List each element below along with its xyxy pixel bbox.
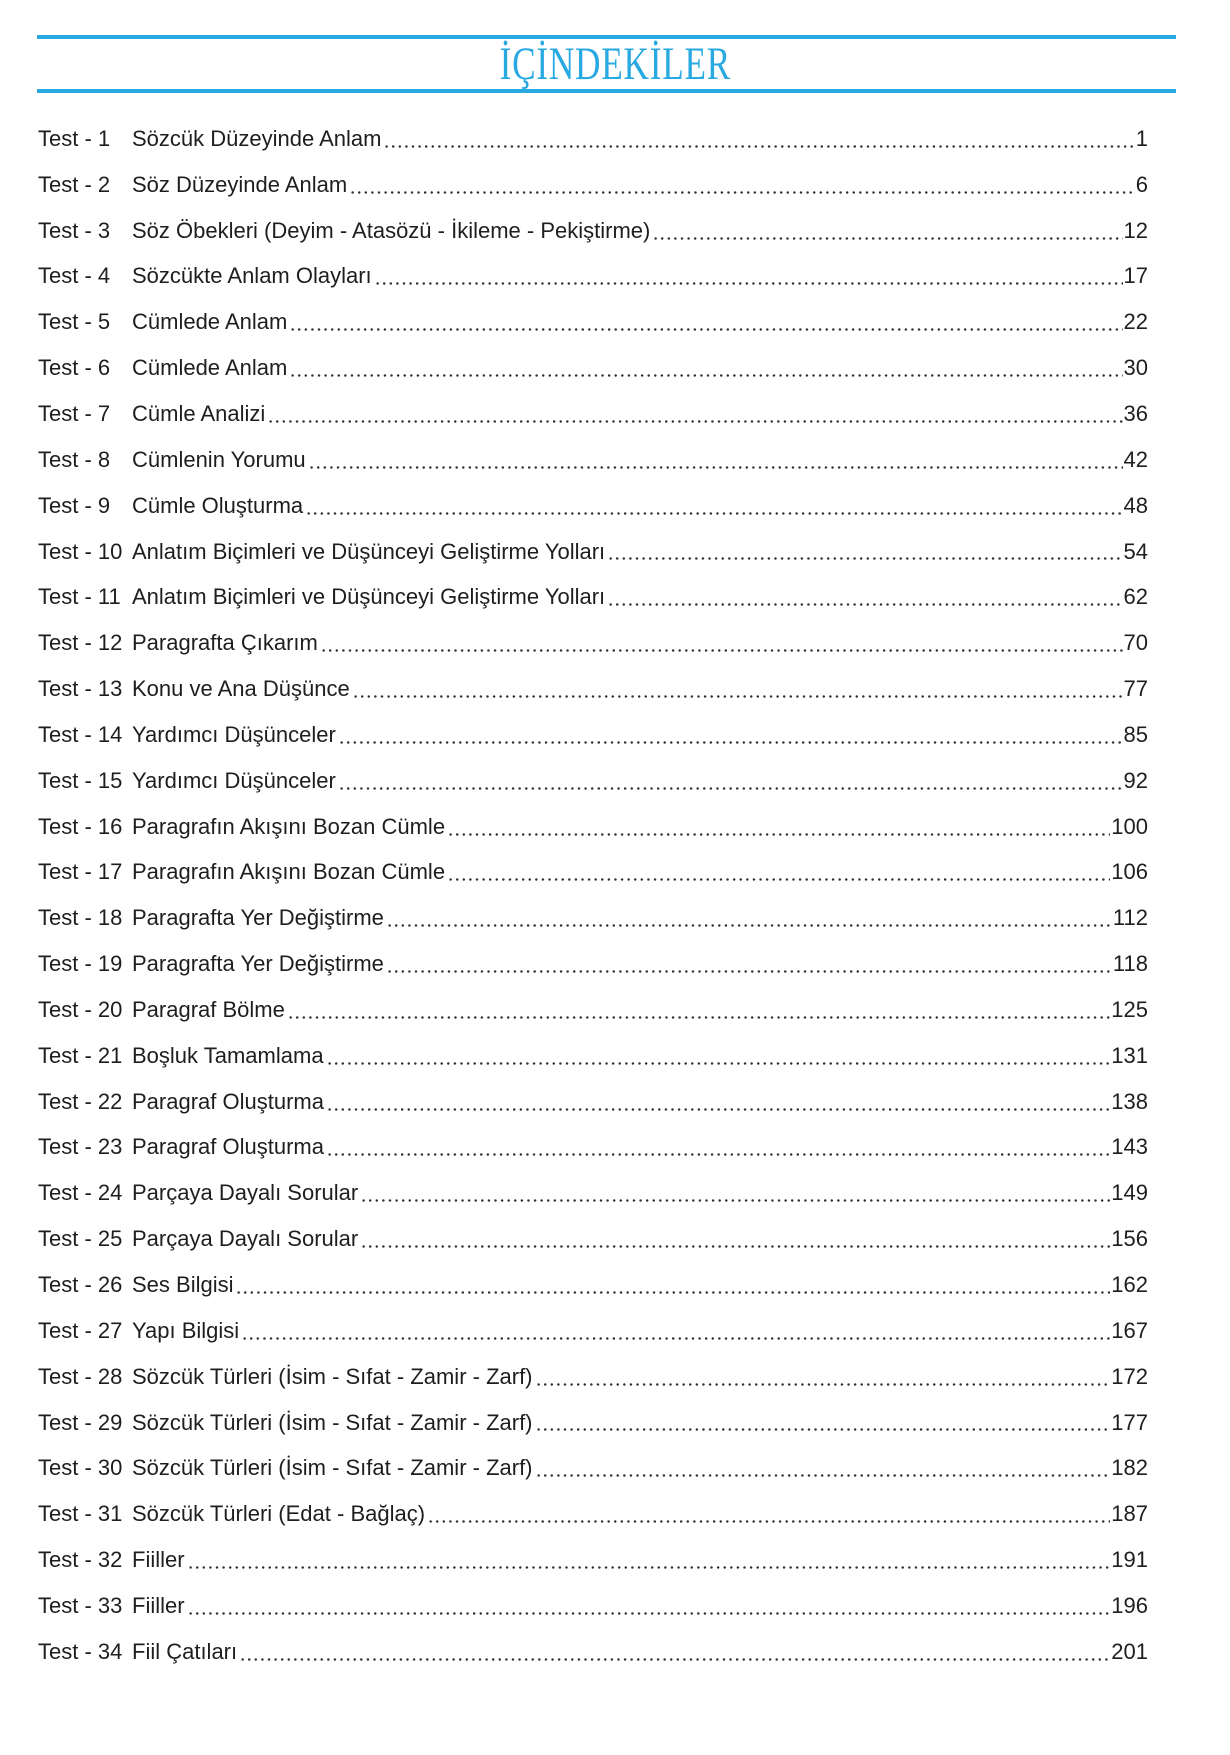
toc-entry — [38, 1445, 1148, 1491]
dotted-leader — [322, 620, 1123, 666]
toc-entry-title: Fiil Çatıları — [132, 1638, 238, 1664]
toc-entry-title: Fiiller — [132, 1592, 185, 1618]
toc-entry-page-number: 191 — [1111, 1547, 1148, 1573]
toc-page — [0, 35, 1230, 1675]
toc-entry-page-number: 22 — [1123, 309, 1148, 335]
toc-entry — [38, 804, 1148, 850]
toc-entry — [38, 1629, 1148, 1675]
toc-entry-page-number: 187 — [1111, 1501, 1148, 1527]
dotted-leader — [243, 1308, 1110, 1354]
dotted-leader — [307, 483, 1122, 529]
toc-entry-page-number: 162 — [1111, 1272, 1148, 1298]
dotted-leader — [289, 987, 1110, 1033]
toc-entry-test-label: Test - 3 — [38, 217, 111, 243]
toc-entry — [38, 483, 1148, 529]
toc-entry-test-label: Test - 10 — [38, 538, 123, 564]
toc-entry-title: Boşluk Tamamlama — [132, 1042, 324, 1068]
toc-entry — [38, 987, 1148, 1033]
toc-entry — [38, 1033, 1148, 1079]
toc-entry-test-label: Test - 13 — [38, 676, 123, 702]
toc-entry-test-label: Test - 18 — [38, 905, 123, 931]
header-rule-bottom — [37, 89, 1176, 93]
toc-entry-test-label: Test - 34 — [38, 1638, 123, 1664]
dotted-leader — [328, 1033, 1111, 1079]
dotted-leader — [385, 116, 1134, 162]
toc-entry-page-number: 1 — [1135, 125, 1148, 151]
toc-entry-page-number: 177 — [1111, 1409, 1148, 1435]
dotted-leader — [189, 1537, 1111, 1583]
toc-entry — [38, 758, 1148, 804]
toc-entry-page-number: 112 — [1112, 905, 1148, 931]
toc-entry-test-label: Test - 22 — [38, 1088, 123, 1114]
toc-list — [38, 116, 1148, 1675]
toc-entry-test-label: Test - 7 — [38, 400, 111, 426]
toc-entry-test-label: Test - 20 — [38, 996, 123, 1022]
toc-entry — [38, 1216, 1148, 1262]
toc-entry — [38, 1583, 1148, 1629]
dotted-leader — [537, 1354, 1111, 1400]
toc-entry-page-number: 6 — [1135, 171, 1148, 197]
toc-entry-page-number: 167 — [1111, 1317, 1148, 1343]
toc-entry-page-number: 149 — [1111, 1180, 1148, 1206]
toc-entry — [38, 1354, 1148, 1400]
toc-entry-title: Söz Düzeyinde Anlam — [132, 171, 348, 197]
toc-entry-page-number: 70 — [1123, 630, 1148, 656]
toc-entry-title: Sözcükte Anlam Olayları — [132, 263, 372, 289]
toc-entry — [38, 1537, 1148, 1583]
dotted-leader — [310, 437, 1123, 483]
toc-entry-test-label: Test - 11 — [38, 584, 121, 610]
toc-entry-page-number: 48 — [1123, 492, 1148, 518]
page-title: İÇİNDEKİLER — [499, 37, 731, 90]
toc-entry-title: Paragrafın Akışını Bozan Cümle — [132, 813, 446, 839]
toc-entry — [38, 208, 1148, 254]
toc-entry-test-label: Test - 1 — [38, 125, 111, 151]
dotted-leader — [269, 391, 1122, 437]
dotted-leader — [340, 712, 1123, 758]
toc-entry-title: Sözcük Türleri (İsim - Sıfat - Zamir - Zarf) — [132, 1409, 533, 1435]
toc-entry-title: Paragrafta Çıkarım — [132, 630, 318, 656]
dotted-leader — [291, 345, 1122, 391]
dotted-leader — [362, 1170, 1110, 1216]
toc-entry-title: Anlatım Biçimleri ve Düşünceyi Geliştirme Yolları — [132, 538, 606, 564]
toc-entry-title: Sözcük Türleri (İsim - Sıfat - Zamir - Zarf) — [132, 1455, 533, 1481]
toc-entry-page-number: 62 — [1123, 584, 1148, 610]
toc-entry-title: Yardımcı Düşünceler — [132, 767, 336, 793]
toc-entry-title: Paragraf Oluşturma — [132, 1088, 324, 1114]
toc-entry-test-label: Test - 27 — [38, 1317, 123, 1343]
title-container — [0, 39, 1230, 89]
toc-entry-test-label: Test - 2 — [38, 171, 111, 197]
toc-entry-title: Parçaya Dayalı Sorular — [132, 1180, 359, 1206]
toc-entry — [38, 1125, 1148, 1171]
toc-entry — [38, 437, 1148, 483]
toc-entry-test-label: Test - 17 — [38, 859, 123, 885]
dotted-leader — [609, 574, 1122, 620]
toc-entry-page-number: 182 — [1111, 1455, 1148, 1481]
toc-header — [0, 35, 1230, 93]
toc-entry-page-number: 118 — [1112, 951, 1148, 977]
toc-entry-page-number: 30 — [1123, 355, 1148, 381]
toc-entry-test-label: Test - 12 — [38, 630, 123, 656]
toc-entry-test-label: Test - 29 — [38, 1409, 123, 1435]
toc-entry — [38, 1491, 1148, 1537]
dotted-leader — [328, 1079, 1110, 1125]
toc-entry-page-number: 172 — [1111, 1363, 1148, 1389]
toc-entry-test-label: Test - 9 — [38, 492, 111, 518]
dotted-leader — [429, 1491, 1110, 1537]
toc-entry-page-number: 54 — [1123, 538, 1148, 564]
toc-entry-page-number: 85 — [1123, 721, 1148, 747]
dotted-leader — [537, 1445, 1111, 1491]
dotted-leader — [351, 162, 1135, 208]
toc-entry-test-label: Test - 8 — [38, 446, 111, 472]
toc-entry-test-label: Test - 33 — [38, 1592, 123, 1618]
dotted-leader — [354, 666, 1123, 712]
toc-entry-title: Söz Öbekleri (Deyim - Atasözü - İkileme - Pekiştirme) — [132, 217, 651, 243]
toc-entry-title: Cümlede Anlam — [132, 355, 288, 381]
dotted-leader — [388, 895, 1112, 941]
toc-entry — [38, 666, 1148, 712]
toc-entry-test-label: Test - 32 — [38, 1547, 123, 1573]
toc-entry-title: Sözcük Türleri (İsim - Sıfat - Zamir - Zarf) — [132, 1363, 533, 1389]
toc-entry — [38, 162, 1148, 208]
toc-entry — [38, 895, 1148, 941]
toc-entry-test-label: Test - 23 — [38, 1134, 123, 1160]
toc-entry — [38, 712, 1148, 758]
toc-entry-test-label: Test - 6 — [38, 355, 111, 381]
toc-entry-test-label: Test - 16 — [38, 813, 123, 839]
toc-entry-test-label: Test - 24 — [38, 1180, 123, 1206]
toc-entry — [38, 529, 1148, 575]
dotted-leader — [362, 1216, 1110, 1262]
toc-entry-title: Cümle Analizi — [132, 400, 266, 426]
toc-entry-test-label: Test - 26 — [38, 1272, 123, 1298]
toc-entry-test-label: Test - 5 — [38, 309, 111, 335]
toc-entry — [38, 345, 1148, 391]
toc-entry-title: Cümlede Anlam — [132, 309, 288, 335]
toc-entry-title: Paragrafın Akışını Bozan Cümle — [132, 859, 446, 885]
toc-entry-page-number: 17 — [1123, 263, 1148, 289]
toc-entry-page-number: 125 — [1111, 996, 1148, 1022]
toc-entry-test-label: Test - 25 — [38, 1226, 123, 1252]
toc-entry-page-number: 42 — [1123, 446, 1148, 472]
dotted-leader — [237, 1262, 1110, 1308]
toc-entry — [38, 850, 1148, 896]
toc-entry — [38, 1308, 1148, 1354]
toc-entry-page-number: 77 — [1123, 676, 1148, 702]
toc-entry-title: Yapı Bilgisi — [132, 1317, 240, 1343]
toc-entry-title: Paragraf Oluşturma — [132, 1134, 324, 1160]
toc-entry — [38, 299, 1148, 345]
toc-entry — [38, 116, 1148, 162]
toc-entry — [38, 391, 1148, 437]
toc-entry-test-label: Test - 4 — [38, 263, 111, 289]
toc-entry-title: Parçaya Dayalı Sorular — [132, 1226, 359, 1252]
toc-entry-test-label: Test - 14 — [38, 721, 123, 747]
dotted-leader — [537, 1400, 1111, 1446]
dotted-leader — [449, 804, 1110, 850]
toc-entry-page-number: 138 — [1111, 1088, 1148, 1114]
toc-entry-page-number: 196 — [1111, 1592, 1148, 1618]
toc-entry-page-number: 92 — [1123, 767, 1148, 793]
toc-entry-title: Anlatım Biçimleri ve Düşünceyi Geliştirme Yolları — [132, 584, 606, 610]
toc-entry-title: Paragraf Bölme — [132, 996, 285, 1022]
toc-entry-page-number: 12 — [1123, 217, 1148, 243]
toc-entry-test-label: Test - 21 — [38, 1042, 123, 1068]
dotted-leader — [241, 1629, 1110, 1675]
toc-entry-title: Ses Bilgisi — [132, 1272, 234, 1298]
toc-entry-title: Yardımcı Düşünceler — [132, 721, 336, 747]
toc-entry-title: Fiiller — [132, 1547, 185, 1573]
toc-entry-title: Paragrafta Yer Değiştirme — [132, 905, 384, 931]
dotted-leader — [376, 254, 1123, 300]
dotted-leader — [340, 758, 1123, 804]
dotted-leader — [449, 850, 1110, 896]
toc-entry-page-number: 156 — [1111, 1226, 1148, 1252]
toc-entry-page-number: 36 — [1123, 400, 1148, 426]
dotted-leader — [388, 941, 1112, 987]
toc-entry-page-number: 100 — [1111, 813, 1148, 839]
toc-entry-title: Konu ve Ana Düşünce — [132, 676, 350, 702]
toc-entry-page-number: 143 — [1111, 1134, 1148, 1160]
dotted-leader — [189, 1583, 1111, 1629]
dotted-leader — [654, 208, 1122, 254]
toc-entry-page-number: 106 — [1111, 859, 1148, 885]
toc-entry — [38, 1079, 1148, 1125]
toc-entry-test-label: Test - 19 — [38, 951, 123, 977]
toc-entry-title: Sözcük Türleri (Edat - Bağlaç) — [132, 1501, 426, 1527]
toc-entry-test-label: Test - 28 — [38, 1363, 123, 1389]
toc-entry-test-label: Test - 31 — [38, 1501, 123, 1527]
toc-entry-title: Paragrafta Yer Değiştirme — [132, 951, 384, 977]
toc-entry — [38, 1262, 1148, 1308]
toc-entry-test-label: Test - 30 — [38, 1455, 123, 1481]
toc-entry — [38, 1170, 1148, 1216]
toc-entry-title: Cümlenin Yorumu — [132, 446, 306, 472]
toc-entry — [38, 620, 1148, 666]
toc-entry-title: Sözcük Düzeyinde Anlam — [132, 125, 382, 151]
dotted-leader — [291, 299, 1122, 345]
dotted-leader — [609, 529, 1122, 575]
toc-entry — [38, 574, 1148, 620]
toc-entry — [38, 1400, 1148, 1446]
dotted-leader — [328, 1125, 1110, 1171]
toc-entry-page-number: 201 — [1111, 1638, 1148, 1664]
toc-entry-title: Cümle Oluşturma — [132, 492, 304, 518]
toc-entry-page-number: 131 — [1111, 1042, 1148, 1068]
toc-entry-test-label: Test - 15 — [38, 767, 123, 793]
toc-entry — [38, 941, 1148, 987]
toc-entry — [38, 254, 1148, 300]
